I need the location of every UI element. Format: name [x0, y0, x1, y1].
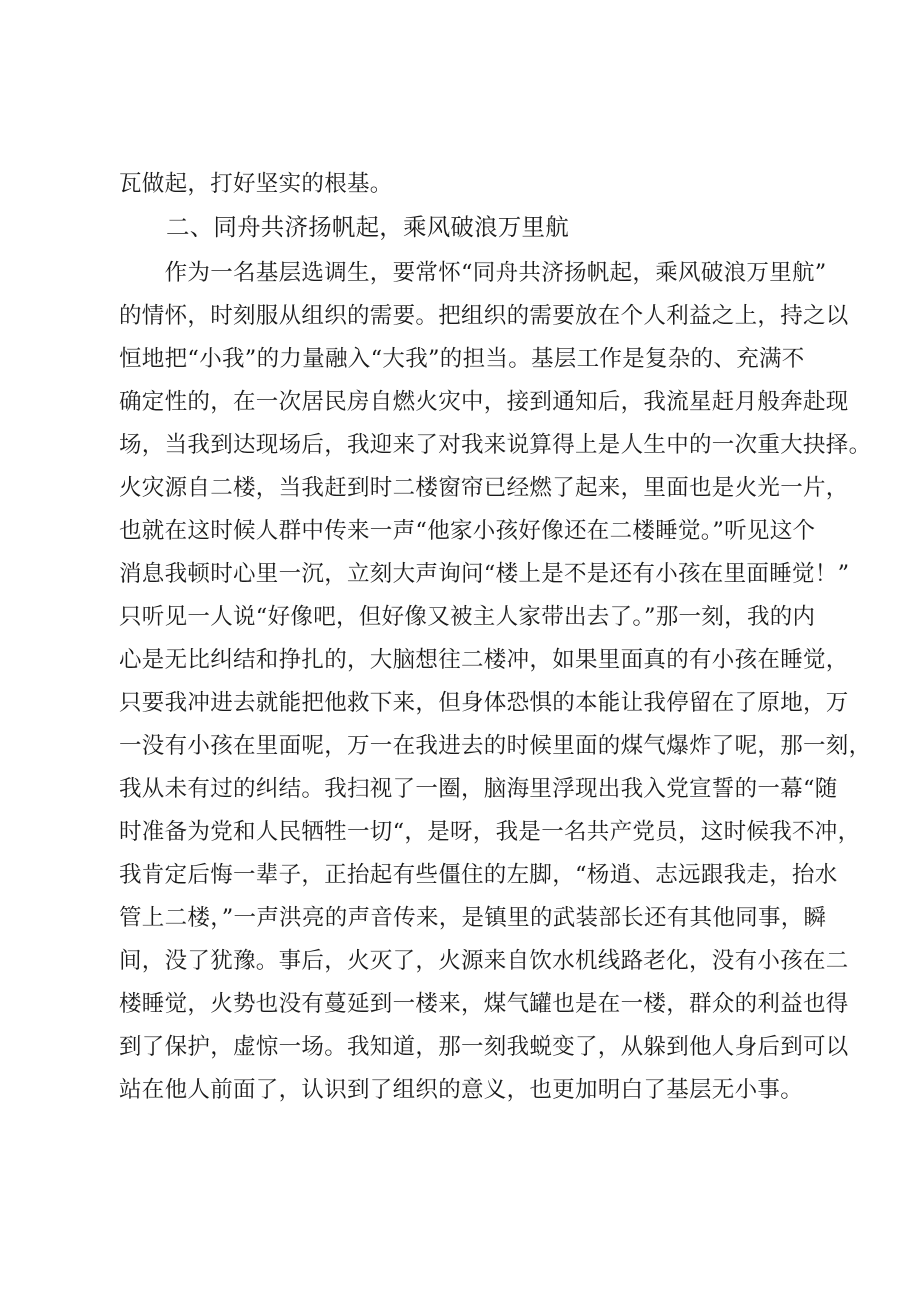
- paragraph-line: 到了保护，虚惊一场。我知道，那一刻我蜕变了，从躲到他人身后到可以: [119, 1034, 849, 1060]
- paragraph-line: 心是无比纠结和挣扎的，大脑想往二楼冲，如果里面真的有小孩在睡觉，: [119, 647, 849, 673]
- paragraph-line: 消息我顿时心里一沉，立刻大声询问“楼上是不是还有小孩在里面睡觉！”: [119, 561, 850, 587]
- paragraph-line: 楼睡觉，火势也没有蔓延到一楼来，煤气罐也是在一楼，群众的利益也得: [119, 991, 849, 1017]
- carryover-line: 瓦做起，打好坚实的根基。: [119, 171, 393, 197]
- paragraph-line: 只听见一人说“好像吧，但好像又被主人家带出去了。”那一刻，我的内: [119, 604, 816, 630]
- paragraph-line: 我从未有过的纠结。我扫视了一圈，脑海里浮现出我入党宣誓的一幕“随: [119, 776, 838, 802]
- paragraph-line: 火灾源自二楼，当我赶到时二楼窗帘已经燃了起来，里面也是火光一片，: [119, 475, 849, 501]
- paragraph-line: 间，没了犹豫。事后，火灭了，火源来自饮水机线路老化，没有小孩在二: [119, 948, 849, 974]
- paragraph-line: 确定性的，在一次居民房自燃火灾中，接到通知后，我流星赶月般奔赴现: [119, 389, 849, 415]
- paragraph-line: 作为一名基层选调生，要常怀“同舟共济扬帆起，乘风破浪万里航”: [119, 260, 827, 286]
- section-heading: 二、同舟共济扬帆起，乘风破浪万里航: [166, 213, 569, 241]
- paragraph-line: 恒地把“小我”的力量融入“大我”的担当。基层工作是复杂的、充满不: [119, 346, 805, 372]
- paragraph-line: 场，当我到达现场后，我迎来了对我来说算得上是人生中的一次重大抉择。: [119, 432, 872, 458]
- paragraph-line: 的情怀，时刻服从组织的需要。把组织的需要放在个人利益之上，持之以: [119, 303, 849, 329]
- paragraph-line: 时准备为党和人民牺牲一切“，是呀，我是一名共产党员，这时候我不冲，: [119, 819, 861, 845]
- paragraph-line: 只要我冲进去就能把他救下来，但身体恐惧的本能让我停留在了原地，万: [119, 690, 849, 716]
- paragraph-line: 也就在这时候人群中传来一声“他家小孩好像还在二楼睡觉。”听见这个: [119, 518, 816, 544]
- paragraph-line: 管上二楼，”一声洪亮的声音传来，是镇里的武装部长还有其他同事，瞬: [119, 905, 827, 931]
- paragraph-line: 一没有小孩在里面呢，万一在我进去的时候里面的煤气爆炸了呢，那一刻，: [119, 733, 872, 759]
- paragraph-line: 站在他人前面了，认识到了组织的意义，也更加明白了基层无小事。: [119, 1077, 804, 1103]
- paragraph-line: 我肯定后悔一辈子，正抬起有些僵住的左脚，“杨逍、志远跟我走，抬水: [119, 862, 838, 888]
